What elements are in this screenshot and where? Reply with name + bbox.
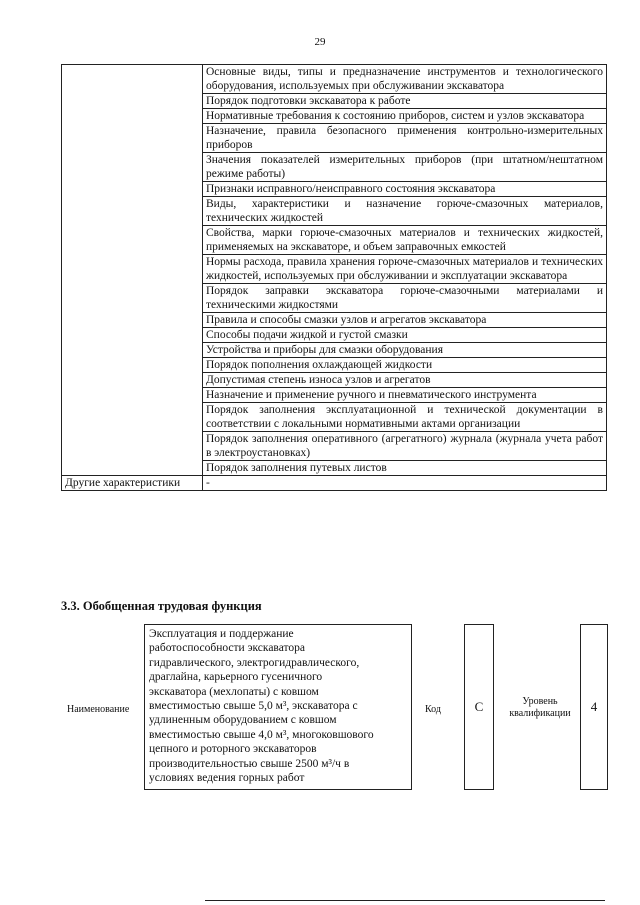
knowledge-item: Допустимая степень износа узлов и агрегатов [203,373,607,388]
knowledge-item: Порядок пополнения охлаждающей жидкости [203,358,607,373]
function-name-line: удлиненным оборудованием с ковшом [149,714,337,727]
generalized-function-block [61,622,611,794]
qualification-level-box: 4 [580,624,608,790]
function-name-box [144,624,412,790]
knowledge-item: Нормы расхода, правила хранения горюче-смазочных материалов и технических жидкостей, используемых при обслуживании и эксплуатации экскаватора [203,255,607,284]
function-name-line: Эксплуатация и поддержание [149,628,294,640]
knowledge-item: Назначение, правила безопасного применения контрольно-измерительных приборов [203,124,607,153]
other-characteristics-label: Другие характеристики [62,476,203,491]
function-name-line: экскаватора (мехлопаты) с ковшом [149,685,319,698]
other-characteristics-value: - [203,476,607,491]
knowledge-item: Основные виды, типы и предназначение инструментов и технологического оборудования, используемых при обслуживании экскаватора [203,65,607,94]
knowledge-item: Признаки исправного/неисправного состояния экскаватора [203,182,607,197]
knowledge-item: Назначение и применение ручного и пневматического инструмента [203,388,607,403]
page-number: 29 [314,36,326,48]
knowledge-item: Свойства, марки горюче-смазочных материалов и технических жидкостей, применяемых на экскаваторе, и объем заправочных емкостей [203,226,607,255]
knowledge-item: Устройства и приборы для смазки оборудования [203,343,607,358]
knowledge-item: Способы подачи жидкой и густой смазки [203,328,607,343]
knowledge-item: Значения показателей измерительных приборов (при штатном/нештатном режиме работы) [203,153,607,182]
knowledge-item: Правила и способы смазки узлов и агрегатов экскаватора [203,313,607,328]
other-characteristics-row [62,476,607,491]
function-name-line: производительностью свыше 2500 м³/ч в [149,757,350,770]
knowledge-item: Нормативные требования к состоянию приборов, систем и узлов экскаватора [203,109,607,124]
function-name-line: условиях ведения горных работ [149,772,305,785]
knowledge-item: Виды, характеристики и назначение горюче-смазочных материалов, технических жидкостей [203,197,607,226]
code-label: Код [425,704,441,715]
function-name-line: вместимостью свыше 5,0 м³, экскаватора с [149,700,358,713]
function-name-line: гидравлического, электрогидравлического, [149,656,360,669]
function-name-line: работоспособности экскаватора [149,642,305,655]
section-heading: 3.3. Обобщенная трудовая функция [61,599,262,613]
function-name-line: драглайна, карьерного гусеничного [149,671,323,684]
knowledge-label-cell [62,65,203,476]
knowledge-item: Порядок заполнения путевых листов [203,461,607,476]
knowledge-item: Порядок заполнения оперативного (агрегатного) журнала (журнала учета работ в электроустановках) [203,432,607,461]
knowledge-row [62,65,607,94]
knowledge-table [61,64,607,491]
knowledge-item: Порядок заправки экскаватора горюче-смазочными материалами и техническими жидкостями [203,284,607,313]
knowledge-item: Порядок подготовки экскаватора к работе [203,94,607,109]
function-name-line: вместимостью свыше 4,0 м³, многоковшового [149,728,374,741]
qualification-level-label: Уровень квалификации [509,696,571,719]
bottom-divider [205,900,605,901]
knowledge-item: Порядок заполнения эксплуатационной и технической документации в соответствии с локальными нормативными актами организации [203,403,607,432]
function-name-text [149,627,407,785]
code-value-box: C [464,624,494,790]
name-label: Наименование [67,704,130,715]
function-name-line: цепного и роторного экскаваторов [149,743,317,756]
